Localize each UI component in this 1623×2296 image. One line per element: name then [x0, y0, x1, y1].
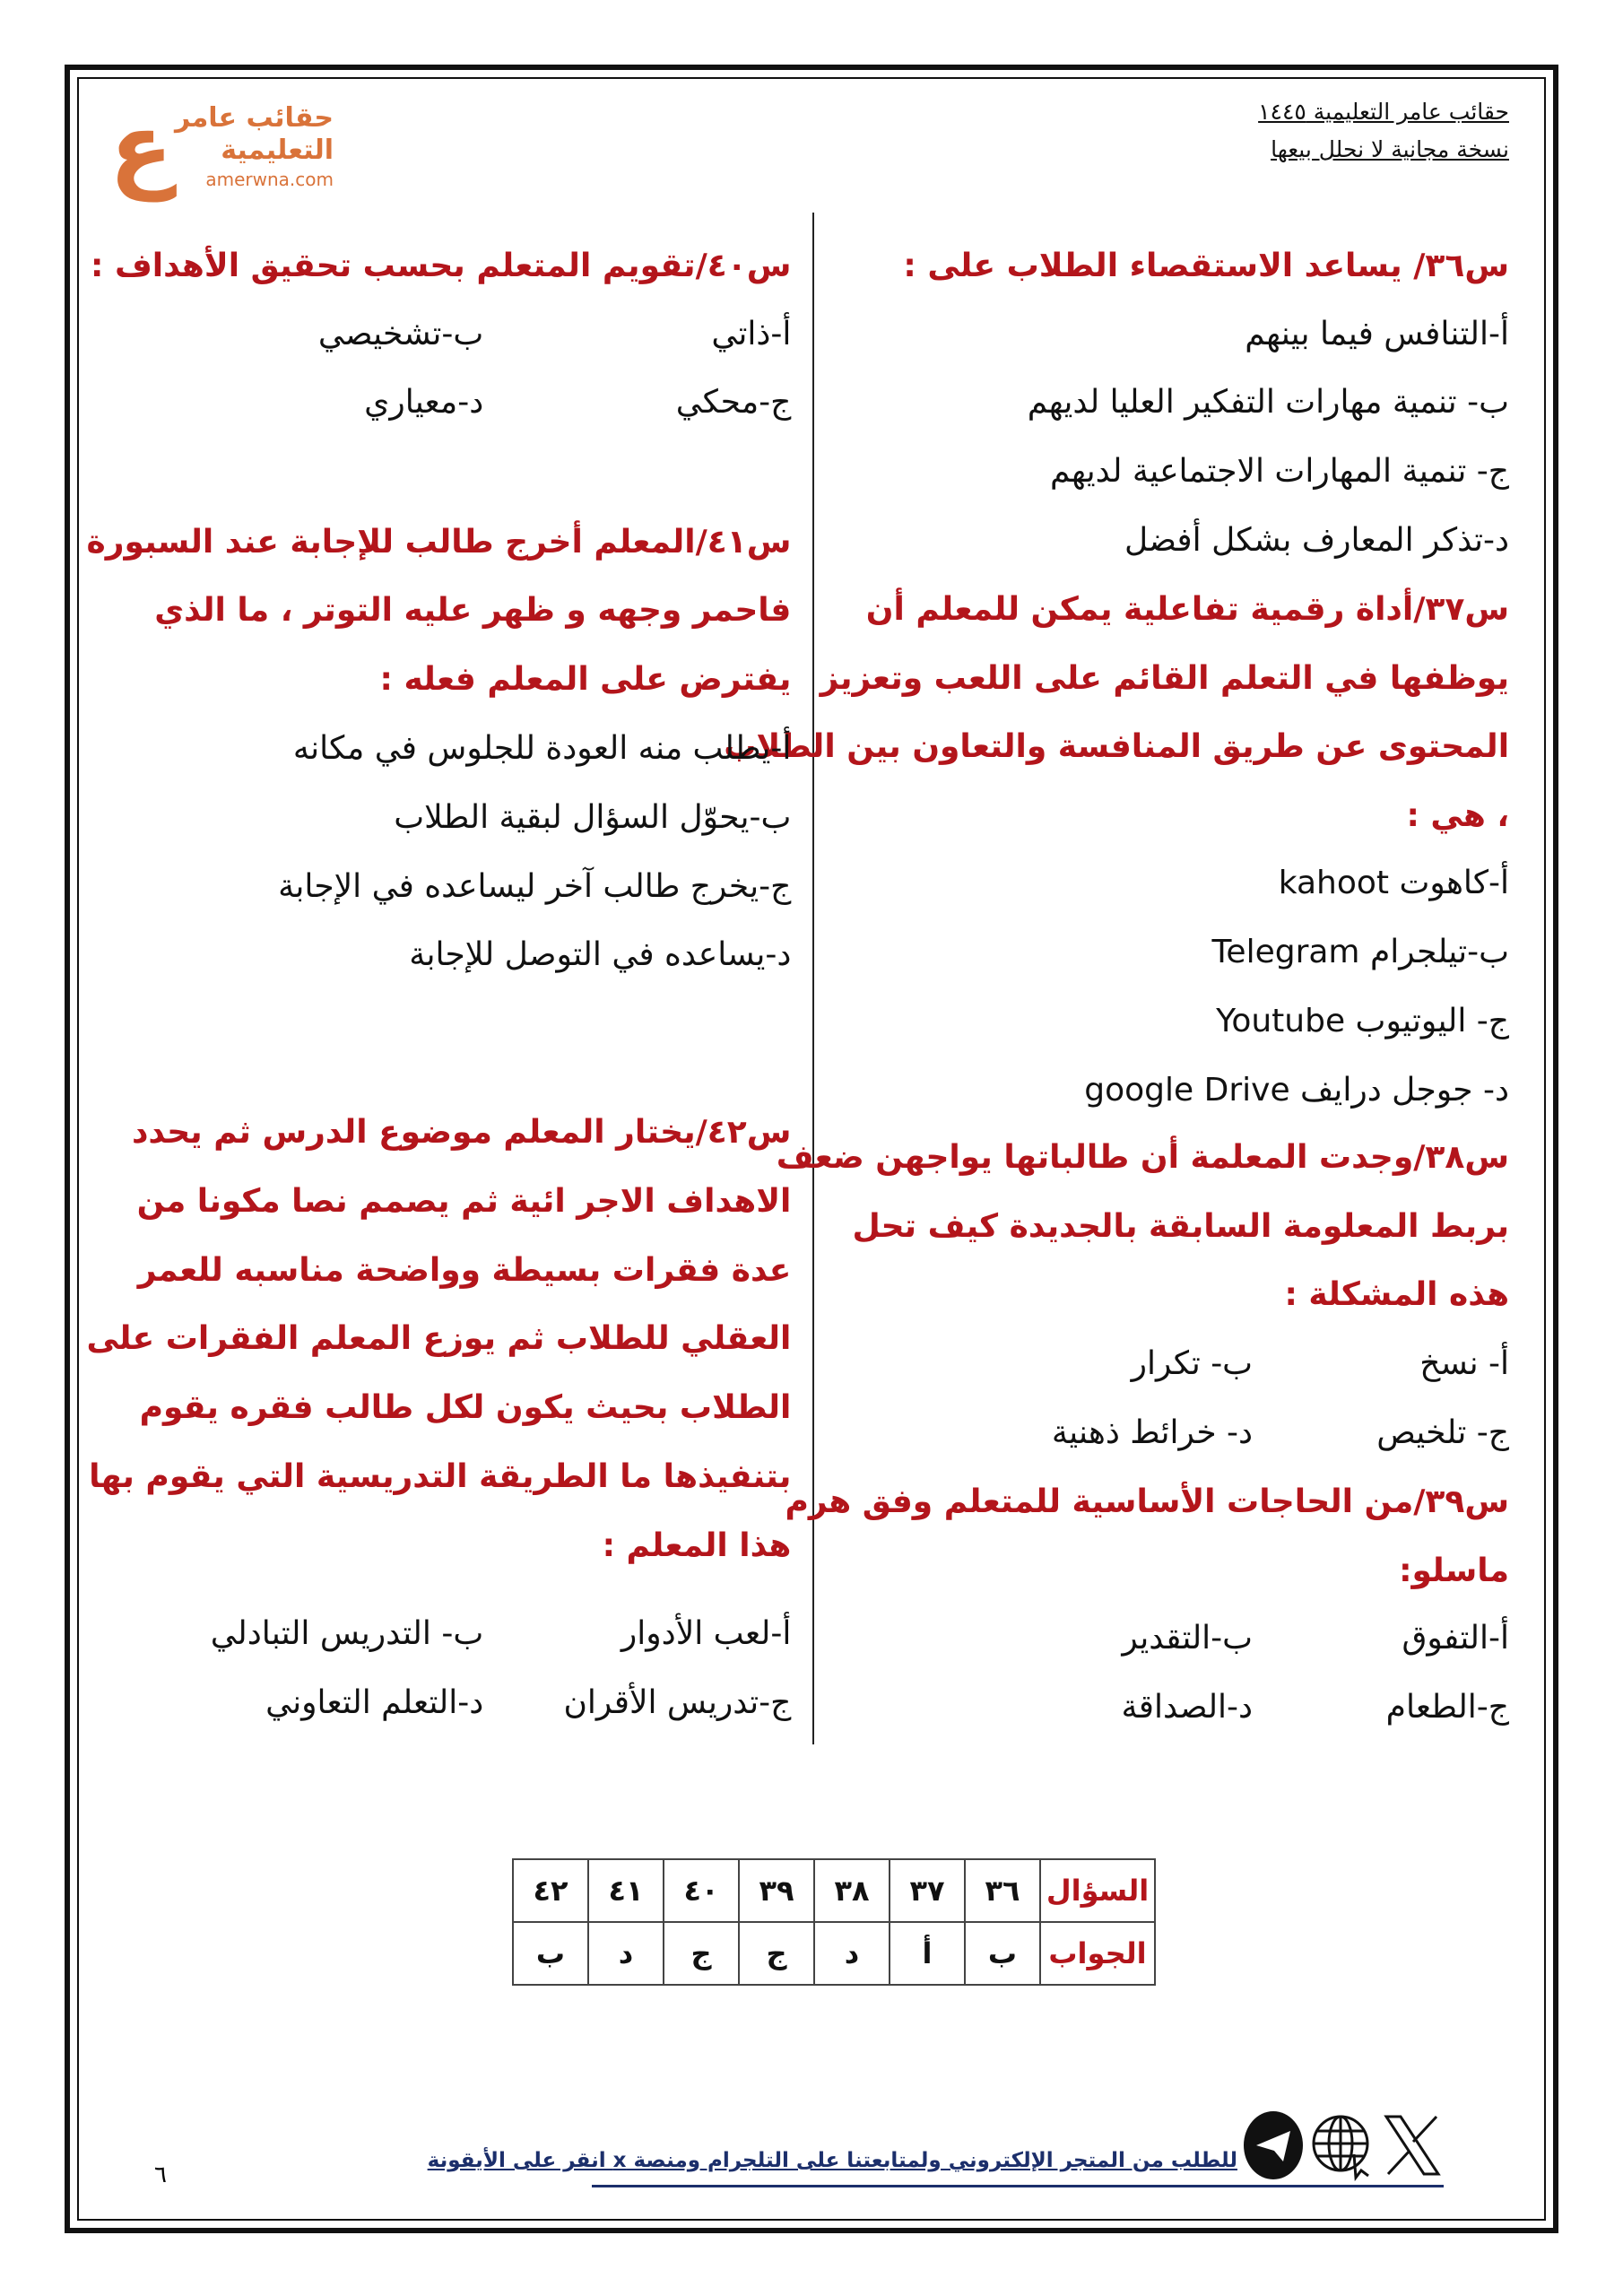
answer-cell: ج	[739, 1922, 814, 1985]
footer-link[interactable]: للطلب من المتجر الإلكتروني ولمتابعتنا على التلجرام ومنصة x انقر على الأيقونة	[427, 2149, 1237, 2172]
row-label: السؤال	[1040, 1859, 1155, 1922]
answer-option: ب-تيلجرام Telegram	[1211, 934, 1510, 971]
answer-cell: د	[588, 1922, 664, 1985]
x-icon[interactable]	[1381, 2109, 1444, 2185]
question-text: العقلي للطلاب ثم يوزع المعلم الفقرات على	[86, 1320, 792, 1358]
logo-ain-icon: ع	[109, 92, 174, 202]
question-text: س٤١/المعلم أخرج طالب للإجابة عند السبورة	[86, 523, 792, 561]
question-cell: ٤٠	[664, 1859, 739, 1922]
question-cell: ٣٧	[890, 1859, 965, 1922]
answer-option: د-التعلم التعاوني	[265, 1683, 484, 1721]
question-text: يفترض على المعلم فعله :	[379, 661, 792, 699]
question-text: س٣٦/ يساعد الاستقصاء الطلاب على :	[903, 248, 1510, 285]
footer-underline	[592, 2185, 1444, 2187]
question-cell: ٣٩	[739, 1859, 814, 1922]
answer-option: ب- التدريس التبادلي	[210, 1614, 484, 1652]
answer-option: د- جوجل درايف google Drive	[1084, 1071, 1510, 1109]
answer-option: أ-يطلب منه العودة للجلوس في مكانه	[292, 729, 792, 767]
question-text: بتنفيذها ما الطريقة التدريسية التي يقوم بها	[89, 1458, 792, 1496]
answer-option: د-الصداقة	[1121, 1688, 1254, 1726]
answer-cell: أ	[890, 1922, 965, 1985]
answer-option: ج-تدريس الأقران	[563, 1683, 792, 1721]
logo-url: amerwna.com	[205, 169, 334, 190]
globe-icon[interactable]	[1309, 2109, 1376, 2185]
answer-option: أ-التفوق	[1402, 1619, 1510, 1657]
question-text: فاحمر وجهه و ظهر عليه التوتر ، ما الذي	[154, 592, 792, 630]
question-cell: ٤٢	[513, 1859, 588, 1922]
answer-option: د-معياري	[364, 384, 484, 422]
question-cell: ٣٦	[965, 1859, 1040, 1922]
logo-text-2: التعليمية	[221, 135, 334, 166]
question-text: س٤٢/يختار المعلم موضوع الدرس ثم يحدد	[131, 1114, 792, 1152]
answer-option: ج-يخرج طالب آخر ليساعده في الإجابة	[278, 867, 792, 905]
question-text: هذه المشكلة :	[1284, 1276, 1510, 1314]
question-text: هذا المعلم :	[602, 1526, 792, 1564]
answer-option: ب-تشخيصي	[317, 315, 484, 352]
question-text: عدة فقرات بسيطة وواضحة مناسبه للعمر	[137, 1251, 792, 1289]
logo	[109, 92, 334, 202]
answer-cell: ب	[513, 1922, 588, 1985]
answer-cell: ب	[965, 1922, 1040, 1985]
page-number: ٦	[154, 2161, 167, 2188]
question-text: يوظفها في التعلم القائم على اللعب وتعزيز	[820, 659, 1510, 697]
question-cell: ٤١	[588, 1859, 664, 1922]
answer-option: أ- نسخ	[1419, 1345, 1510, 1383]
row-label: الجواب	[1040, 1922, 1155, 1985]
answer-option: أ-لعب الأدوار	[621, 1614, 792, 1652]
question-cell: ٣٨	[814, 1859, 890, 1922]
answer-option: ج-محكي	[675, 384, 792, 422]
question-text: س٣٧/أداة رقمية تفاعلية يمكن للمعلم أن	[865, 590, 1510, 628]
telegram-icon[interactable]	[1242, 2109, 1305, 2185]
question-text: ، هي :	[1406, 797, 1510, 835]
answer-cell: ج	[664, 1922, 739, 1985]
answer-table-question-row	[513, 1859, 1155, 1922]
answer-option: ب- تكرار	[1131, 1345, 1254, 1383]
answer-option: د-يساعده في التوصل للإجابة	[409, 936, 792, 974]
answer-option: ج- تنمية المهارات الاجتماعية لديهم	[1050, 453, 1510, 491]
answer-option: ج- تلخيص	[1376, 1414, 1510, 1452]
answer-cell: د	[814, 1922, 890, 1985]
answer-option: أ-كاهوت kahoot	[1278, 865, 1510, 902]
question-text: س٤٠/تقويم المتعلم بحسب تحقيق الأهداف :	[91, 248, 792, 285]
answer-option: د-تذكر المعارف بشكل أفضل	[1124, 521, 1510, 559]
question-text: س٣٨/وجدت المعلمة أن طالباتها يواجهن ضعف	[776, 1138, 1510, 1176]
answer-option: ج-الطعام	[1385, 1688, 1510, 1726]
question-text: الطلاب بحيث يكون لكل طالب فقره يقوم	[139, 1389, 792, 1427]
header-title: حقائب عامر التعليمية ١٤٤٥	[1258, 99, 1509, 125]
answer-option: ب- تنمية مهارات التفكير العليا لديهم	[1027, 384, 1510, 422]
answer-option: ج- اليوتيوب Youtube	[1216, 1002, 1510, 1039]
question-text: س٣٩/من الحاجات الأساسية للمتعلم وفق هرم	[785, 1483, 1510, 1520]
logo-text: حقائب عامر	[175, 102, 334, 134]
question-text: الاهداف الاجر ائية ثم يصمم نصا مكونا من	[136, 1182, 792, 1220]
question-text: ماسلو:	[1399, 1552, 1510, 1589]
answer-option: أ-التنافس فيما بينهم	[1245, 315, 1510, 352]
answer-option: ب-يحوّل السؤال لبقية الطلاب	[394, 798, 792, 836]
header-subtitle: نسخة مجانية لا نحلل بيعها	[1271, 136, 1509, 162]
answer-option: ب-التقدير	[1122, 1619, 1254, 1657]
question-text: بربط المعلومة السابقة بالجديدة كيف تحل	[852, 1207, 1510, 1245]
answer-option: أ-ذاتي	[711, 315, 792, 352]
answer-option: د- خرائط ذهنية	[1051, 1414, 1254, 1452]
question-text: المحتوى عن طريق المنافسة والتعاون بين الطلاب	[724, 728, 1510, 766]
answer-table	[512, 1858, 1156, 1986]
answer-table-answer-row	[513, 1922, 1155, 1985]
